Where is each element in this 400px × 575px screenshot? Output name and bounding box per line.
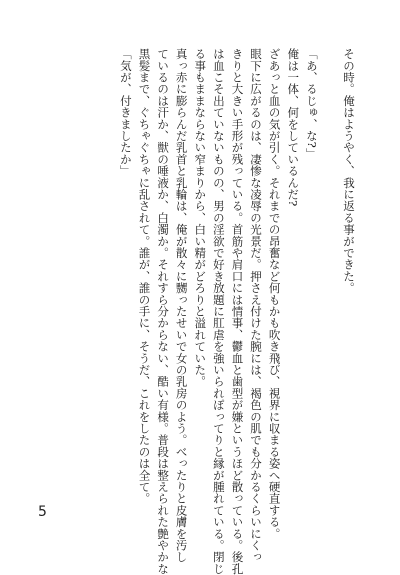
text-line: 眼下に広がるのは、凄惨な凌辱の光景だ。押さえ付けた腕には、褐色の肌でも分かるくらいにくっ — [249, 48, 264, 563]
text-line: 真っ赤に膨らんだ乳首と乳輪は、俺が散々に嬲ったせいで女の乳房のよう。べったりと皮膚を汚し — [174, 48, 189, 563]
body-text — [116, 48, 358, 575]
page-number: 5 — [38, 504, 47, 520]
text-line: 「気が、付きましたか」 — [118, 48, 133, 177]
text-line: 黒髪まで、ぐちゃぐちゃに乱されて。誰が、誰の手に、そうだ、これをしたのは全て。 — [137, 48, 152, 505]
text-line: る事もままならない窄まりから、白い精がどろりと溢れていた。 — [193, 48, 208, 388]
text-line: 「あ、るじゅ、な?」 — [304, 48, 319, 160]
text-line: 俺は一体、何をしているんだ? — [286, 48, 301, 207]
text-line: きりと大きい手形が残っている。首筋や肩口には情事、鬱血と歯型が嫌というほど散っている。後孔 — [230, 48, 245, 575]
text-line: は血こそ出ていないものの、男の淫欲で好き放題に肛虐を強いられぽってりと縁が腫れている。閉じ — [211, 48, 226, 575]
blank-line — [321, 48, 340, 500]
text-line: その時。俺はようやく、我に返る事ができた。 — [342, 48, 356, 294]
text-line: ざあっと血の気が引く。それまでの昂奮など何もかも吹き飛び、視界に収まる姿へ硬直する。 — [267, 48, 282, 540]
text-line: ているのは汗か、獣の唾液か、白濁か。それすら分からない、酷い有様。普段は整えられた艶やかな — [156, 48, 171, 575]
